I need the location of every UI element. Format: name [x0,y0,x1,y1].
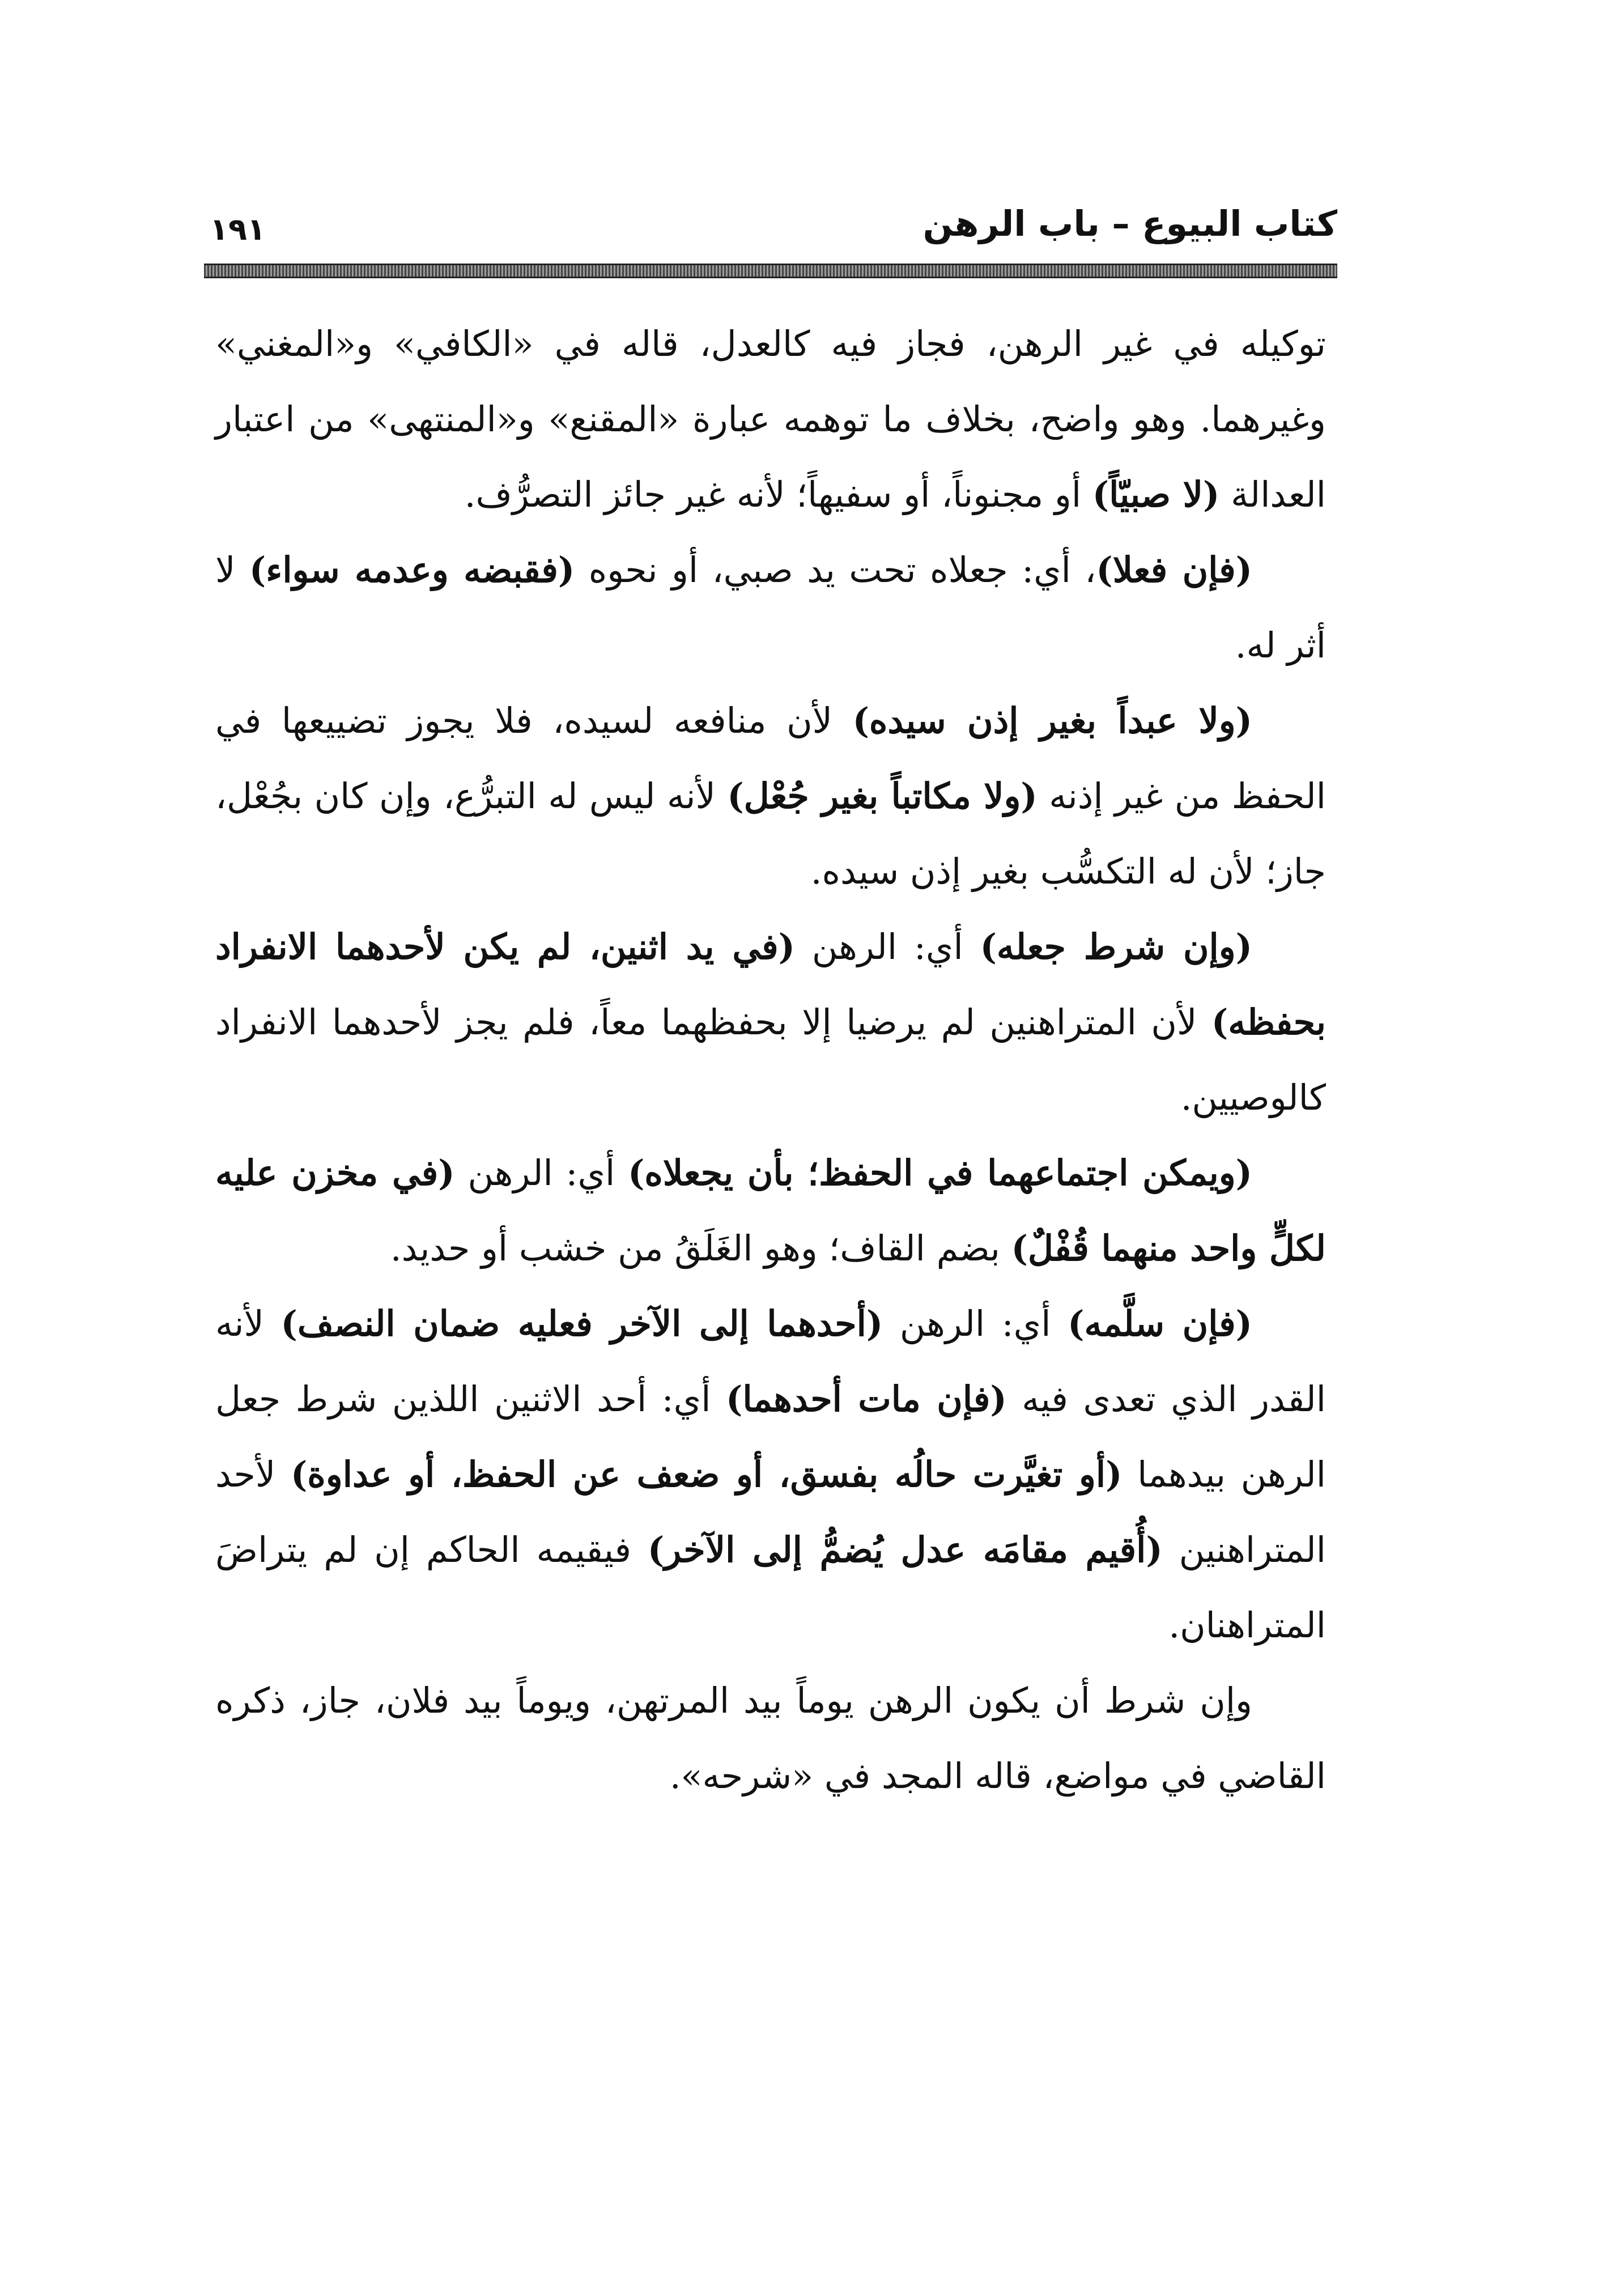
sharh-text: أو مجنوناً، أو سفيهاً؛ لأنه غير جائز التصرُّف. [464,474,1092,515]
text-paragraph [215,306,1326,532]
sharh-text: توكيله في غير الرهن، فجاز فيه كالعدل، قاله في «الكافي» و«المغني» وغيرهما. وهو واضح، بخلاف ما توهمه عبارة «المقنع» و«المنتهى» من اعتبار العدالة [215,323,1326,515]
sharh-text: بضم القاف؛ وهو الغَلَقُ من خشب أو حديد. [390,1228,1011,1269]
text-paragraph [215,1135,1326,1286]
sharh-text: لأن المتراهنين لم يرضيا إلا بحفظهما معاً، فلم يجز لأحدهما الانفراد كالوصيين. [215,1001,1326,1118]
text-paragraph [215,1286,1326,1663]
sharh-text: أي: الرهن [883,1303,1068,1344]
matn-text: (ولا عبداً بغير إذن سيده) [852,700,1252,741]
matn-text: (أو تغيَّرت حالُه بفسق، أو ضعف عن الحفظ، أو عداوة) [290,1454,1123,1495]
sharh-text: ، أي: جعلاه تحت يد صبي، أو نحوه [575,549,1096,591]
matn-text: (فإن مات أحدهما) [726,1378,1007,1420]
matn-text: (ويمكن اجتماعهما في الحفظ؛ بأن يجعلاه) [628,1152,1252,1194]
page-header [204,196,1337,258]
matn-text: (فقبضه وعدمه سواء) [249,549,575,591]
matn-text: (أحدهما إلى الآخر فعليه ضمان النصف) [280,1303,883,1344]
sharh-text: لا أثر له. [215,549,1326,666]
matn-text: (وإن شرط جعله) [980,926,1253,967]
text-paragraph [215,683,1326,909]
matn-text: (في يد اثنين، لم يكن لأحدهما الانفراد بحفظه) [215,926,1326,1043]
matn-text: (ولا مكاتباً بغير جُعْل) [727,775,1038,817]
matn-text: (أُقيم مقامَه عدل يُضمُّ إلى الآخر) [647,1529,1163,1570]
page-number: ١٩١ [210,211,266,247]
main-text [215,306,1326,1814]
sharh-text: لأن منافعه لسيده، فلا يجوز تضييعها في الحفظ من غير إذنه [215,700,1327,817]
matn-text: (فإن سلَّمه) [1068,1303,1252,1344]
text-paragraph [215,1663,1326,1814]
text-paragraph [215,532,1326,683]
matn-text: (في مخزن عليه لكلٍّ واحد منهما قُفْلٌ) [215,1152,1326,1269]
header-divider [204,264,1337,278]
sharh-text: وإن شرط أن يكون الرهن يوماً بيد المرتهن، ويوماً بيد فلان، جاز، ذكره القاضي في مواضع، قاله المجد في «شرحه». [215,1680,1326,1797]
sharh-text: أي: الرهن [795,926,980,967]
sharh-text: فيقيمه الحاكم إن لم يتراضَ المتراهنان. [215,1529,1326,1646]
sharh-text: لأنه القدر الذي تعدى فيه [215,1303,1327,1420]
text-paragraph [215,909,1326,1135]
matn-text: (لا صبيّاً) [1092,474,1220,515]
sharh-text: أي: أحد الاثنين اللذين شرط جعل الرهن بيدهما [215,1378,1326,1495]
running-title: كتاب البيوع – باب الرهن [922,203,1337,244]
matn-text: (فإن فعلا) [1096,549,1252,591]
sharh-text: لأنه ليس له التبرُّع، وإن كان بجُعْل، جاز؛ لأن له التكسُّب بغير إذن سيده. [215,775,1326,892]
sharh-text: أي: الرهن [454,1152,628,1194]
sharh-text: لأحد المتراهنين [215,1454,1326,1570]
